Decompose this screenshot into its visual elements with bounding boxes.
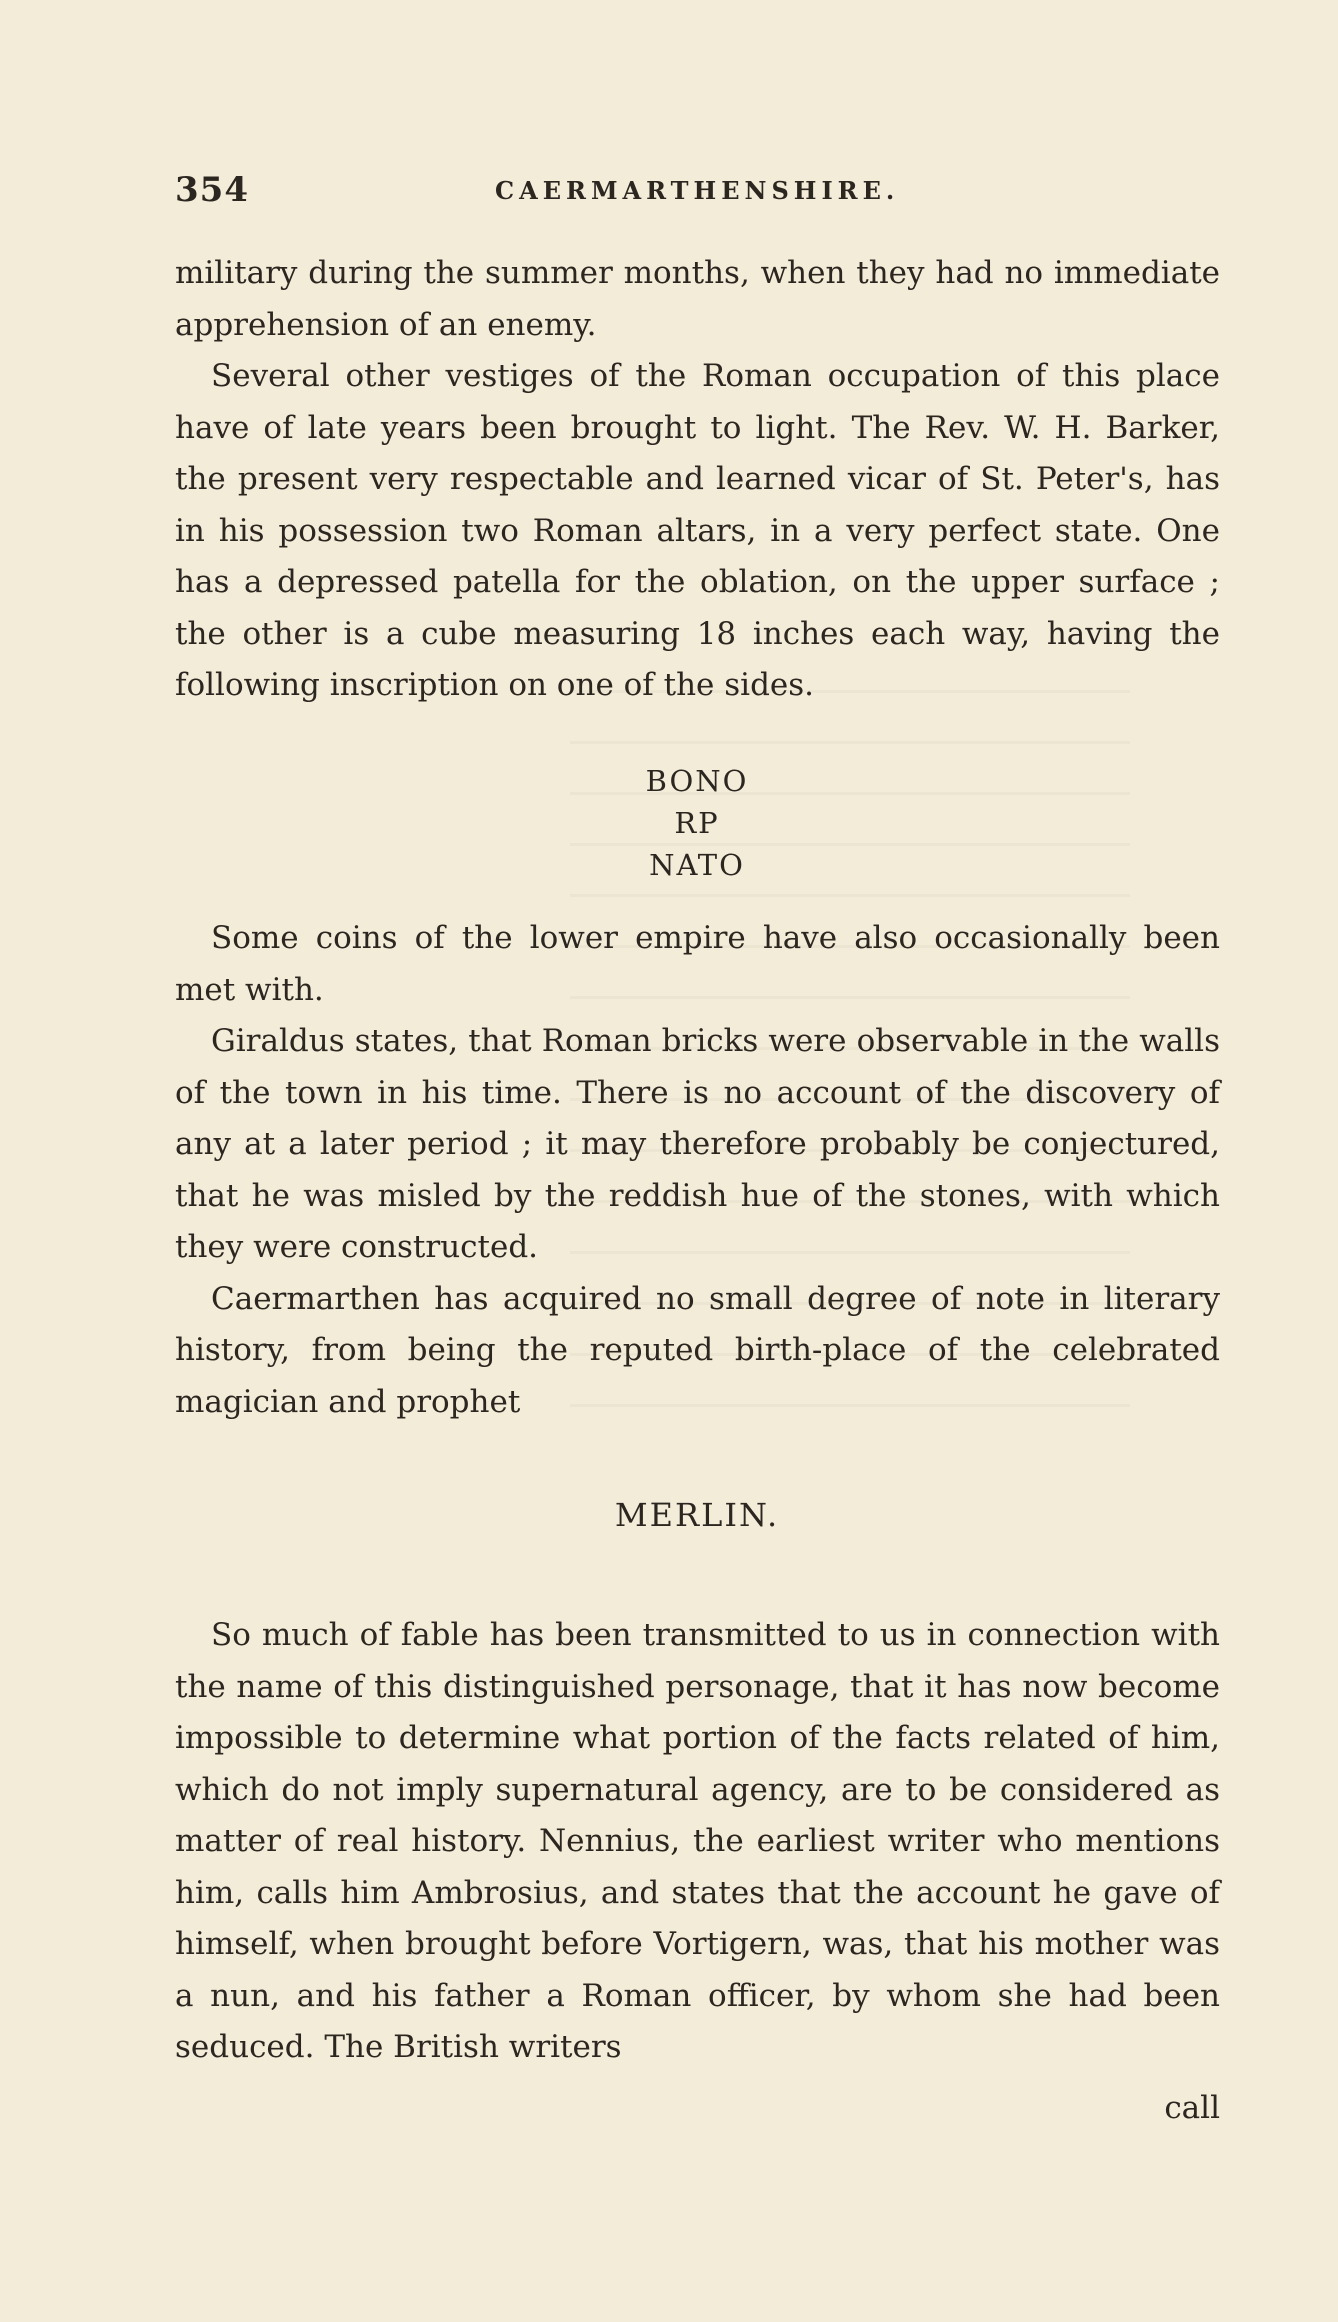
page-header	[175, 170, 1175, 210]
paragraph: military during the summer months, when they had no immediate apprehension of an enemy.	[175, 255, 1220, 343]
inscription-line: RP	[674, 806, 720, 840]
text-block-bottom	[175, 1610, 1220, 2074]
section-heading: MERLIN.	[614, 1496, 780, 1534]
paragraph: Several other vestiges of the Roman occupation of this place have of late years been brought to light. The Rev. W. H. Barker, the present very respectable and learned vicar of St. Peter's, has in his possession two Roman altars, in a very perfect state. One has a depressed patella for the oblation, on the upper surface ; the other is a cube measuring 18 inches each way, having the following inscription on one of the sides.	[175, 358, 1220, 703]
running-head: CAERMARTHENSHIRE.	[495, 176, 900, 205]
catchword: call	[1164, 2090, 1220, 2126]
paragraph: Giraldus states, that Roman bricks were observable in the walls of the town in his time. There is no account of the discovery of any at a later period ; it may therefore probably be conjectured, that he was misled by the reddish hue of the stones, with which they were constructed.	[175, 1023, 1220, 1265]
inscription-line: NATO	[649, 848, 745, 882]
paragraph: Caermarthen has acquired no small degree of note in literary history, from being the reputed birth-place of the celebrated magician and prophet	[175, 1280, 1220, 1420]
paragraph: Some coins of the lower empire have also occasionally been met with.	[175, 920, 1220, 1008]
inscription-line: BONO	[645, 764, 749, 798]
page-number: 354	[175, 170, 249, 210]
text-block-top	[175, 248, 1220, 712]
paragraph: So much of fable has been transmitted to us in connection with the name of this distinguished personage, that it has now become impossible to determine what portion of the facts related of him, which do not imply supernatural agency, are to be considered as matter of real history. Nennius, the earliest writer who mentions him, calls him Ambrosius, and states that the account he gave of himself, when brought before Vortigern, was, that his mother was a nun, and his father a Roman officer, by whom she had been seduced. The British writers	[175, 1617, 1220, 2065]
text-block-middle	[175, 913, 1220, 1428]
